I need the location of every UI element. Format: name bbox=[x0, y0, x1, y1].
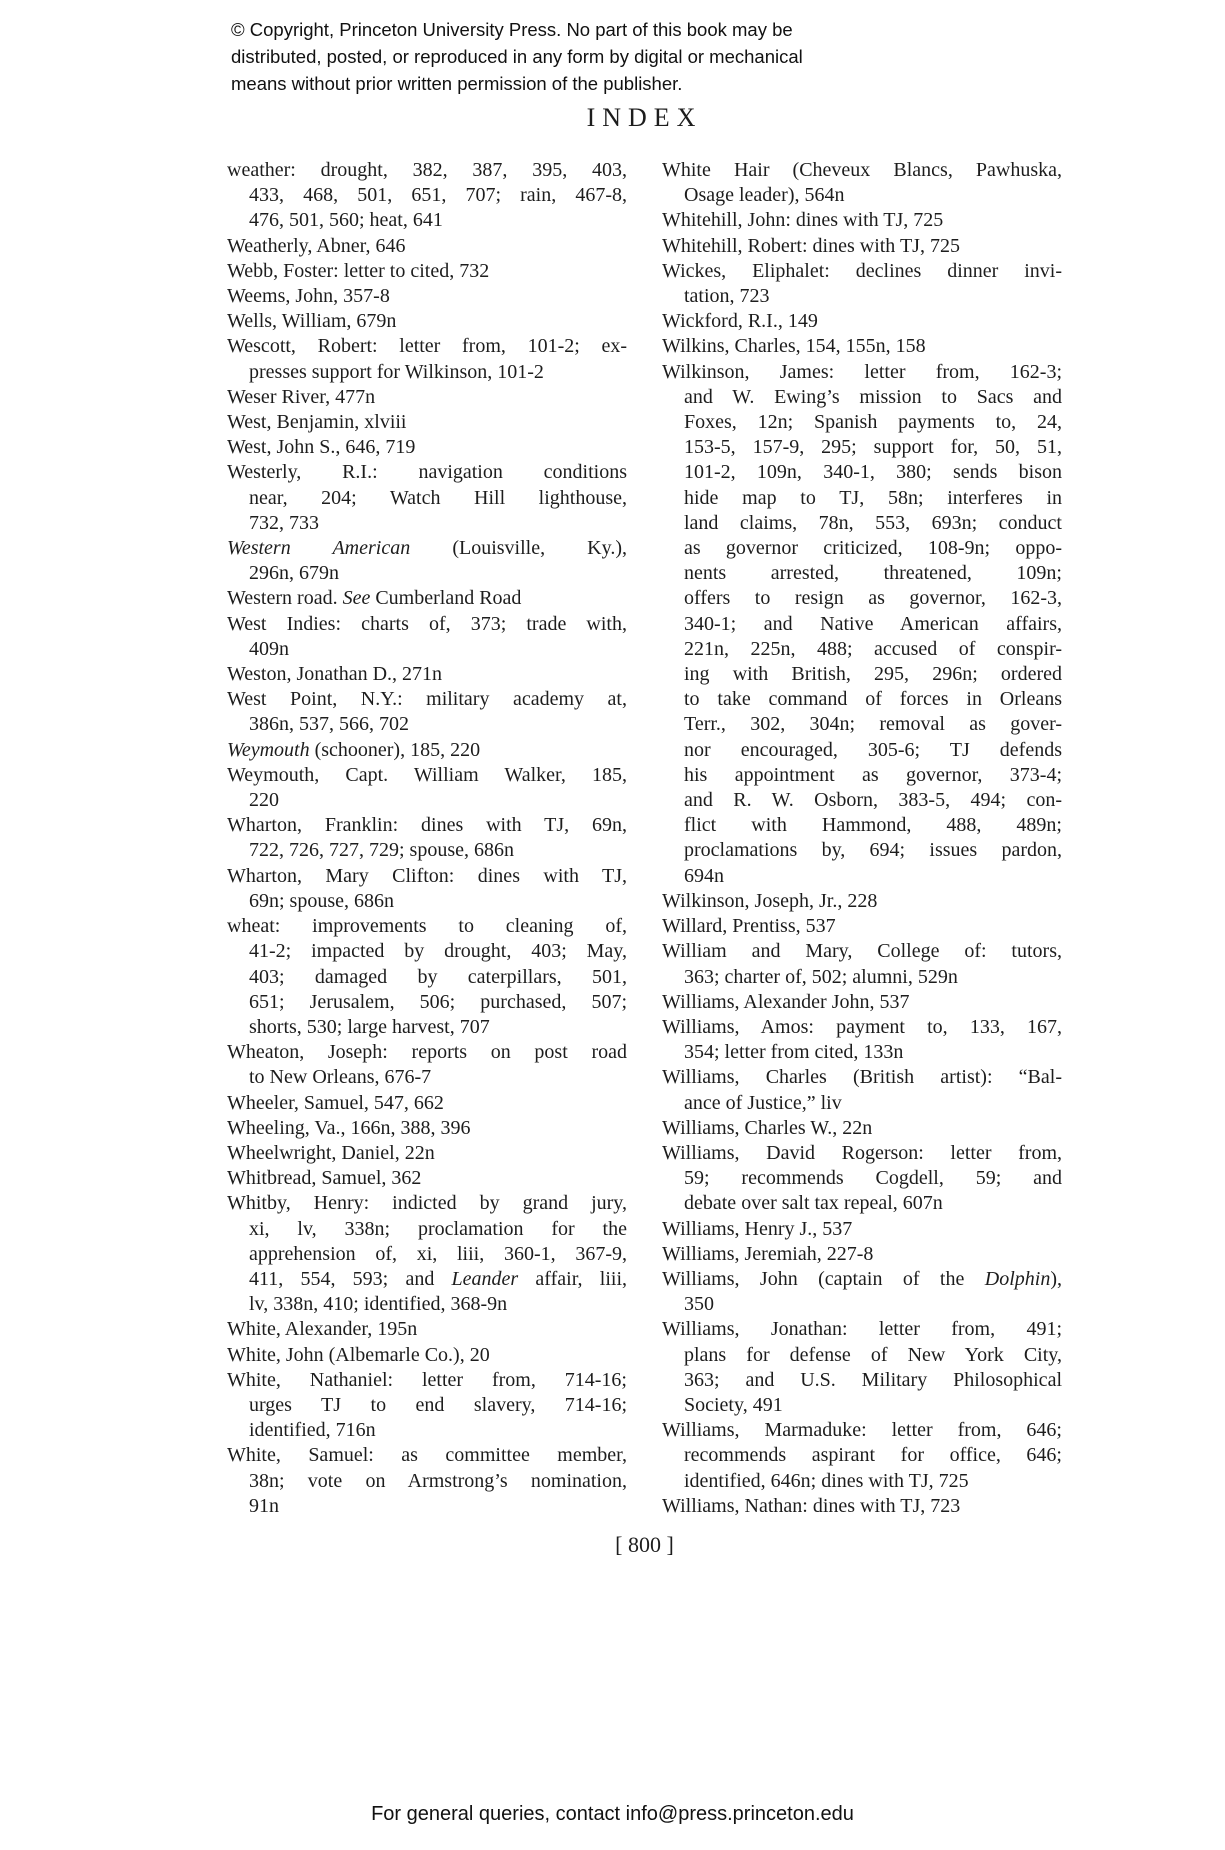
index-entry-line bbox=[227, 360, 627, 385]
index-entry-text: Wescott, Robert: letter from, 101-2; ex- bbox=[227, 335, 627, 358]
index-entry-line bbox=[227, 738, 627, 763]
index-entry-text: identified, 646n; dines with TJ, 725 bbox=[684, 1469, 969, 1492]
index-entry-line bbox=[662, 1469, 1062, 1494]
index-entry-text: near, 204; Watch Hill lighthouse, bbox=[249, 486, 627, 509]
page-title: INDEX bbox=[586, 103, 703, 132]
index-entry-text: ing with British, 295, 296n; ordered bbox=[684, 663, 1062, 686]
index-entry-text: weather: drought, 382, 387, 395, 403, bbox=[227, 159, 627, 181]
index-entry-text: Whitehill, John: dines with TJ, 725 bbox=[662, 209, 944, 232]
index-entry-text: Webb, Foster: letter to cited, 732 bbox=[227, 259, 490, 282]
index-entry-text: lv, 338n, 410; identified, 368-9n bbox=[249, 1293, 508, 1316]
index-entry-text: West Point, N.Y.: military academy at, bbox=[227, 688, 627, 711]
index-entry-line bbox=[662, 1217, 1062, 1242]
index-entry-line bbox=[227, 1065, 627, 1090]
index-entry-line bbox=[227, 1368, 627, 1393]
index-entry-line bbox=[662, 864, 1062, 889]
index-entry-line bbox=[662, 914, 1062, 939]
index-entry-line bbox=[227, 637, 627, 662]
index-entry-line bbox=[227, 385, 627, 410]
index-entry-line bbox=[662, 612, 1062, 637]
index-entry bbox=[662, 1418, 1062, 1494]
index-entry-text: Wheeler, Samuel, 547, 662 bbox=[227, 1091, 444, 1114]
index-entry-line bbox=[227, 965, 627, 990]
index-entry-line bbox=[227, 990, 627, 1015]
index-entry bbox=[227, 1166, 627, 1191]
index-entry bbox=[227, 687, 627, 737]
index-entry-line bbox=[227, 864, 627, 889]
index-entry-line bbox=[662, 435, 1062, 460]
index-entry-line bbox=[227, 486, 627, 511]
index-entry-text: presses support for Wilkinson, 101-2 bbox=[249, 360, 544, 383]
index-entry-text: Williams, Jonathan: letter from, 491; bbox=[662, 1318, 1062, 1341]
index-entry-text: Wilkins, Charles, 154, 155n, 158 bbox=[662, 335, 926, 358]
copyright-line-3: means without prior written permission of the publisher. bbox=[231, 73, 683, 94]
index-entry-text: tation, 723 bbox=[684, 285, 770, 308]
index-entry-line bbox=[227, 1469, 627, 1494]
index-entry-text: 651; Jerusalem, 506; purchased, 507; bbox=[249, 990, 627, 1013]
index-entry-line bbox=[662, 788, 1062, 813]
index-entry-line bbox=[227, 1393, 627, 1418]
index-entry bbox=[227, 1317, 627, 1342]
index-entry-text: and W. Ewing’s mission to Sacs and bbox=[684, 385, 1062, 408]
index-entry bbox=[227, 1368, 627, 1444]
index-entry-line bbox=[227, 1292, 627, 1317]
index-entry-text: Williams, Charles W., 22n bbox=[662, 1116, 873, 1139]
index-entry-text: 41-2; impacted by drought, 403; May, bbox=[249, 940, 627, 963]
index-entry bbox=[227, 234, 627, 259]
index-entry-text: Wheaton, Joseph: reports on post road bbox=[227, 1041, 627, 1064]
index-entry-line bbox=[662, 1292, 1062, 1317]
index-entry-text: wheat: improvements to cleaning of, bbox=[227, 915, 627, 938]
index-entry-line bbox=[662, 561, 1062, 586]
index-entry-text: 350 bbox=[684, 1293, 714, 1316]
index-entry-line bbox=[662, 460, 1062, 485]
page-number: [ 800 ] bbox=[615, 1532, 674, 1557]
index-entry bbox=[662, 1015, 1062, 1065]
index-entry-line bbox=[227, 1418, 627, 1443]
index-entry-text: and R. W. Osborn, 383-5, 494; con- bbox=[684, 789, 1062, 812]
index-entry-text: Society, 491 bbox=[684, 1393, 783, 1416]
index-entry-text: Wheelwright, Daniel, 22n bbox=[227, 1141, 435, 1164]
index-entry-line bbox=[227, 158, 627, 183]
index-entry-line bbox=[227, 1040, 627, 1065]
index-entry-text: White Hair (Cheveux Blancs, Pawhuska, bbox=[662, 159, 1062, 181]
index-entry-text: Cumberland Road bbox=[370, 587, 522, 610]
index-entry-line bbox=[227, 1242, 627, 1267]
index-entry-text: 59; recommends Cogdell, 59; and bbox=[684, 1167, 1062, 1190]
index-entry-line bbox=[227, 763, 627, 788]
index-entry-text: xi, lv, 338n; proclamation for the bbox=[249, 1217, 627, 1240]
index-entry bbox=[662, 158, 1062, 208]
index-entry bbox=[227, 1040, 627, 1090]
index-entry-text: 101-2, 109n, 340-1, 380; sends bison bbox=[684, 461, 1062, 484]
index-entry-line bbox=[662, 712, 1062, 737]
index-entry-text: Williams, Jeremiah, 227-8 bbox=[662, 1242, 874, 1265]
index-entry-text: shorts, 530; large harvest, 707 bbox=[249, 1015, 490, 1038]
index-entry-line bbox=[662, 1317, 1062, 1342]
index-entry bbox=[227, 1116, 627, 1141]
index-entry-text: 403; damaged by caterpillars, 501, bbox=[249, 965, 627, 988]
index-entry-line bbox=[227, 687, 627, 712]
index-entry-line bbox=[227, 712, 627, 737]
index-entry bbox=[227, 914, 627, 1040]
index-entry-text: Wharton, Franklin: dines with TJ, 69n, bbox=[227, 814, 627, 837]
index-entry-text: 722, 726, 727, 729; spouse, 686n bbox=[249, 839, 514, 862]
index-entry bbox=[227, 738, 627, 763]
index-entry-line bbox=[227, 234, 627, 259]
index-entry-text: Weston, Jonathan D., 271n bbox=[227, 663, 443, 686]
index-entry-text: Wickford, R.I., 149 bbox=[662, 310, 818, 333]
index-entry bbox=[662, 1141, 1062, 1217]
index-entry-text: 69n; spouse, 686n bbox=[249, 889, 394, 912]
index-entry bbox=[227, 435, 627, 460]
index-columns bbox=[227, 158, 1062, 1519]
index-entry-line bbox=[662, 234, 1062, 259]
index-entry-text: Weymouth, Capt. William Walker, 185, bbox=[227, 763, 627, 786]
index-entry-text: Western road. bbox=[227, 587, 343, 610]
index-entry bbox=[227, 1141, 627, 1166]
index-entry bbox=[227, 1191, 627, 1317]
index-entry-text: nor encouraged, 305-6; TJ defends bbox=[684, 738, 1062, 761]
index-entry-text: Williams, Henry J., 537 bbox=[662, 1217, 853, 1240]
index-entry-text: Williams, Nathan: dines with TJ, 723 bbox=[662, 1494, 961, 1517]
index-entry-line bbox=[227, 612, 627, 637]
index-entry bbox=[662, 309, 1062, 334]
index-entry bbox=[227, 259, 627, 284]
index-entry-text: Wells, William, 679n bbox=[227, 310, 397, 333]
index-entry-line bbox=[662, 990, 1062, 1015]
index-entry-text: nents arrested, threatened, 109n; bbox=[684, 562, 1062, 585]
index-entry-line bbox=[662, 1166, 1062, 1191]
index-entry-line bbox=[227, 536, 627, 561]
index-entry-text: (Louisville, Ky.), bbox=[410, 537, 627, 560]
index-entry-line bbox=[662, 360, 1062, 385]
index-entry-line bbox=[662, 662, 1062, 687]
index-entry-line bbox=[662, 965, 1062, 990]
index-entry-line bbox=[662, 1091, 1062, 1116]
index-entry-text: Foxes, 12n; Spanish payments to, 24, bbox=[684, 411, 1062, 434]
index-entry-text: identified, 716n bbox=[249, 1419, 376, 1442]
index-entry bbox=[227, 612, 627, 662]
index-entry-text: urges TJ to end slavery, 714-16; bbox=[249, 1393, 627, 1416]
index-entry-line bbox=[227, 914, 627, 939]
index-entry bbox=[227, 385, 627, 410]
index-entry bbox=[227, 586, 627, 611]
index-entry-line bbox=[662, 1343, 1062, 1368]
index-entry-text: West, Benjamin, xlviii bbox=[227, 411, 407, 434]
index-entry-text: White, John (Albemarle Co.), 20 bbox=[227, 1343, 490, 1366]
index-entry bbox=[227, 284, 627, 309]
footer-text: For general queries, contact info@press.princeton.edu bbox=[371, 1803, 854, 1825]
index-entry-italic-text: Leander bbox=[451, 1267, 519, 1290]
index-entry-text: 363; and U.S. Military Philosophical bbox=[684, 1368, 1062, 1391]
index-entry-text: his appointment as governor, 373-4; bbox=[684, 763, 1062, 786]
index-entry-text: debate over salt tax repeal, 607n bbox=[684, 1192, 943, 1215]
index-entry-text: apprehension of, xi, liii, 360-1, 367-9, bbox=[249, 1242, 627, 1265]
index-entry-line bbox=[227, 586, 627, 611]
index-entry bbox=[227, 1091, 627, 1116]
index-entry-line bbox=[227, 939, 627, 964]
index-entry-text: offers to resign as governor, 162-3, bbox=[684, 587, 1062, 610]
index-entry-text: Wharton, Mary Clifton: dines with TJ, bbox=[227, 864, 627, 887]
index-entry-line bbox=[662, 1267, 1062, 1292]
index-entry-line bbox=[227, 1091, 627, 1116]
index-entry-line bbox=[227, 183, 627, 208]
index-entry bbox=[227, 813, 627, 863]
index-entry-line bbox=[662, 208, 1062, 233]
index-entry-text: Osage leader), 564n bbox=[684, 184, 845, 207]
index-entry-line bbox=[662, 838, 1062, 863]
index-entry bbox=[662, 1494, 1062, 1519]
index-entry-text: Williams, John (captain of the bbox=[662, 1267, 985, 1290]
index-entry-line bbox=[662, 410, 1062, 435]
index-entry-italic-text: Western American bbox=[227, 537, 411, 560]
index-entry-text: Willard, Prentiss, 537 bbox=[662, 915, 836, 938]
index-entry-line bbox=[227, 1443, 627, 1468]
index-entry-text: flict with Hammond, 488, 489n; bbox=[684, 814, 1062, 837]
index-entry-line bbox=[662, 1116, 1062, 1141]
index-entry bbox=[662, 939, 1062, 989]
index-entry-text: Wickes, Eliphalet: declines dinner invi- bbox=[662, 259, 1062, 282]
index-entry bbox=[227, 1443, 627, 1519]
index-entry bbox=[227, 410, 627, 435]
index-entry-line bbox=[662, 637, 1062, 662]
index-entry-line bbox=[662, 1368, 1062, 1393]
index-entry-text: White, Nathaniel: letter from, 714-16; bbox=[227, 1368, 627, 1391]
index-entry-text: Terr., 302, 304n; removal as gover- bbox=[684, 713, 1062, 736]
index-entry-text: land claims, 78n, 553, 693n; conduct bbox=[684, 511, 1062, 534]
index-entry-text: Williams, Alexander John, 537 bbox=[662, 990, 910, 1013]
index-entry-line bbox=[662, 687, 1062, 712]
index-entry-text: West, John S., 646, 719 bbox=[227, 436, 416, 459]
index-entry-text: 340-1; and Native American affairs, bbox=[684, 612, 1062, 635]
index-entry-line bbox=[662, 1393, 1062, 1418]
index-entry-line bbox=[227, 889, 627, 914]
index-entry-line bbox=[227, 1141, 627, 1166]
index-entry-line bbox=[227, 662, 627, 687]
index-entry-text: hide map to TJ, 58n; interferes in bbox=[684, 486, 1062, 509]
index-entry-line bbox=[662, 889, 1062, 914]
copyright-line-1: © Copyright, Princeton University Press. No part of this book may be bbox=[231, 19, 793, 40]
index-entry-line bbox=[662, 385, 1062, 410]
index-entry-line bbox=[662, 763, 1062, 788]
index-column-right bbox=[662, 158, 1062, 1519]
index-entry-text: recommends aspirant for office, 646; bbox=[684, 1444, 1062, 1467]
index-entry-text: 732, 733 bbox=[249, 511, 319, 534]
index-entry-line bbox=[227, 838, 627, 863]
index-entry-text: proclamations by, 694; issues pardon, bbox=[684, 839, 1062, 862]
index-entry-text: 386n, 537, 566, 702 bbox=[249, 713, 409, 736]
index-entry-text: to take command of forces in Orleans bbox=[684, 688, 1062, 711]
index-entry bbox=[662, 360, 1062, 889]
index-entry bbox=[662, 1317, 1062, 1418]
index-entry bbox=[662, 1242, 1062, 1267]
index-entry-text: Williams, Charles (British artist): “Bal- bbox=[662, 1066, 1062, 1089]
index-entry bbox=[227, 309, 627, 334]
index-entry-italic-text: See bbox=[342, 587, 371, 610]
index-entry bbox=[227, 334, 627, 384]
index-entry-line bbox=[227, 435, 627, 460]
index-entry-text: 411, 554, 593; and bbox=[249, 1267, 452, 1290]
index-entry-line bbox=[662, 511, 1062, 536]
index-entry bbox=[227, 158, 627, 234]
index-entry-text: Williams, Amos: payment to, 133, 167, bbox=[662, 1015, 1062, 1038]
index-entry-text: Wilkinson, Joseph, Jr., 228 bbox=[662, 889, 878, 912]
index-entry-line bbox=[662, 1015, 1062, 1040]
index-entry-text: Wheeling, Va., 166n, 388, 396 bbox=[227, 1116, 471, 1139]
index-entry-text: Whitbread, Samuel, 362 bbox=[227, 1167, 422, 1190]
index-entry-text: Weems, John, 357-8 bbox=[227, 285, 390, 308]
copyright-notice bbox=[231, 16, 803, 97]
index-entry-text: 354; letter from cited, 133n bbox=[684, 1041, 904, 1064]
index-entry-line bbox=[662, 1242, 1062, 1267]
index-entry-line bbox=[662, 1040, 1062, 1065]
index-entry-line bbox=[227, 284, 627, 309]
index-entry-text: as governor criticized, 108-9n; oppo- bbox=[684, 537, 1062, 560]
index-entry bbox=[662, 990, 1062, 1015]
index-entry-line bbox=[662, 1494, 1062, 1519]
index-entry-line bbox=[662, 284, 1062, 309]
index-entry bbox=[227, 864, 627, 914]
index-entry-text: Wilkinson, James: letter from, 162-3; bbox=[662, 360, 1062, 383]
index-entry-line bbox=[227, 1267, 627, 1292]
index-entry bbox=[662, 889, 1062, 914]
index-entry bbox=[662, 334, 1062, 359]
index-entry bbox=[662, 208, 1062, 233]
index-entry-line bbox=[662, 259, 1062, 284]
index-entry-text: 153-5, 157-9, 295; support for, 50, 51, bbox=[684, 436, 1062, 459]
index-entry-line bbox=[227, 1166, 627, 1191]
index-entry-line bbox=[227, 1116, 627, 1141]
index-entry-line bbox=[662, 183, 1062, 208]
index-entry-line bbox=[662, 309, 1062, 334]
index-entry-line bbox=[662, 586, 1062, 611]
copyright-line-2: distributed, posted, or reproduced in any form by digital or mechanical bbox=[231, 46, 803, 67]
index-entry-line bbox=[662, 939, 1062, 964]
index-entry bbox=[227, 1343, 627, 1368]
index-entry-text: Williams, David Rogerson: letter from, bbox=[662, 1141, 1062, 1164]
index-entry-text: 38n; vote on Armstrong’s nomination, bbox=[249, 1469, 627, 1492]
index-entry-line bbox=[662, 158, 1062, 183]
index-entry-line bbox=[227, 208, 627, 233]
index-entry-text: 220 bbox=[249, 789, 279, 812]
index-entry-line bbox=[227, 1343, 627, 1368]
index-entry-line bbox=[227, 511, 627, 536]
index-entry-text: 91n bbox=[249, 1494, 279, 1517]
index-entry-text: plans for defense of New York City, bbox=[684, 1343, 1062, 1366]
index-entry-text: affair, liii, bbox=[518, 1267, 627, 1290]
index-entry-line bbox=[227, 309, 627, 334]
index-entry-line bbox=[227, 813, 627, 838]
index-entry bbox=[662, 914, 1062, 939]
index-entry-text: 409n bbox=[249, 637, 289, 660]
index-entry bbox=[227, 763, 627, 813]
index-entry bbox=[227, 536, 627, 586]
index-entry-line bbox=[227, 561, 627, 586]
index-entry-line bbox=[227, 1217, 627, 1242]
index-entry-line bbox=[227, 334, 627, 359]
index-entry-text: (schooner), 185, 220 bbox=[309, 738, 481, 761]
index-entry-text: 221n, 225n, 488; accused of conspir- bbox=[684, 637, 1062, 660]
index-entry-text: ance of Justice,” liv bbox=[684, 1091, 842, 1114]
index-entry-line bbox=[662, 486, 1062, 511]
index-entry-line bbox=[227, 788, 627, 813]
index-entry-line bbox=[662, 738, 1062, 763]
index-entry-line bbox=[227, 460, 627, 485]
index-entry bbox=[662, 1116, 1062, 1141]
index-entry-line bbox=[662, 1065, 1062, 1090]
index-entry-line bbox=[662, 813, 1062, 838]
index-entry-line bbox=[227, 1317, 627, 1342]
index-entry bbox=[227, 460, 627, 536]
index-entry-line bbox=[662, 334, 1062, 359]
index-entry-text: West Indies: charts of, 373; trade with, bbox=[227, 612, 627, 635]
index-entry-text: to New Orleans, 676-7 bbox=[249, 1066, 432, 1089]
index-entry-line bbox=[662, 1191, 1062, 1216]
index-entry-text: William and Mary, College of: tutors, bbox=[662, 940, 1062, 963]
index-entry-text: ), bbox=[1050, 1267, 1062, 1290]
index-entry-line bbox=[227, 259, 627, 284]
index-entry-text: Westerly, R.I.: navigation conditions bbox=[227, 461, 627, 484]
index-entry-line bbox=[662, 1443, 1062, 1468]
index-entry-line bbox=[662, 1141, 1062, 1166]
index-entry bbox=[662, 259, 1062, 309]
index-entry bbox=[662, 1217, 1062, 1242]
index-entry-italic-text: Dolphin bbox=[984, 1267, 1051, 1290]
index-entry bbox=[662, 1267, 1062, 1317]
index-entry-text: Whitby, Henry: indicted by grand jury, bbox=[227, 1192, 627, 1215]
index-entry-line bbox=[227, 1494, 627, 1519]
index-entry-text: 433, 468, 501, 651, 707; rain, 467-8, bbox=[249, 184, 627, 207]
index-entry-text: Whitehill, Robert: dines with TJ, 725 bbox=[662, 234, 960, 257]
index-entry bbox=[662, 234, 1062, 259]
index-entry-text: 296n, 679n bbox=[249, 562, 339, 585]
index-entry-text: 363; charter of, 502; alumni, 529n bbox=[684, 965, 958, 988]
index-entry-line bbox=[662, 536, 1062, 561]
index-entry-line bbox=[227, 410, 627, 435]
index-entry-text: Williams, Marmaduke: letter from, 646; bbox=[662, 1419, 1062, 1442]
index-entry-text: White, Alexander, 195n bbox=[227, 1318, 418, 1341]
index-entry-line bbox=[227, 1191, 627, 1216]
index-entry-text: White, Samuel: as committee member, bbox=[227, 1444, 627, 1467]
index-entry-text: 476, 501, 560; heat, 641 bbox=[249, 209, 443, 232]
index-entry-italic-text: Weymouth bbox=[227, 738, 310, 761]
index-entry-line bbox=[662, 1418, 1062, 1443]
index-entry-text: Weatherly, Abner, 646 bbox=[227, 234, 406, 257]
index-entry bbox=[227, 662, 627, 687]
index-entry-line bbox=[227, 1015, 627, 1040]
index-entry-text: Weser River, 477n bbox=[227, 385, 376, 408]
index-entry-text: 694n bbox=[684, 864, 724, 887]
index-column-left bbox=[227, 158, 627, 1519]
index-entry bbox=[662, 1065, 1062, 1115]
